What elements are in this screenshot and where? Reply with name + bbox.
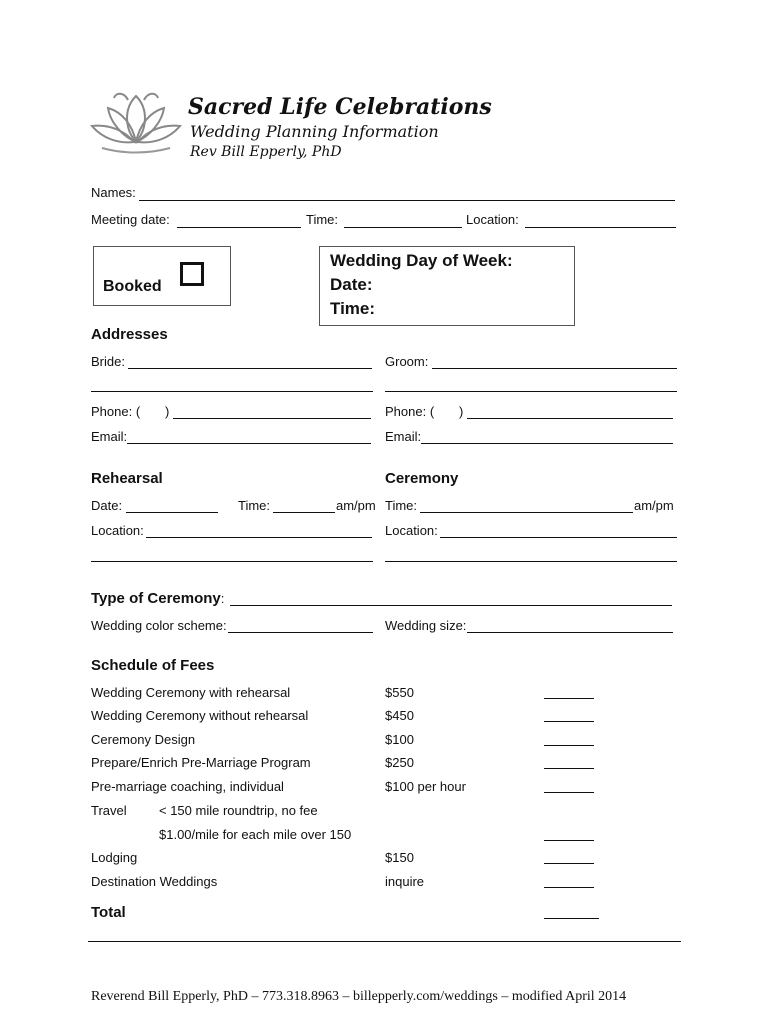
color-scheme-field[interactable] xyxy=(228,632,373,633)
rehearsal-time-field[interactable] xyxy=(273,512,335,513)
bride-email-field[interactable] xyxy=(127,443,371,444)
brand-title: Sacred Life Celebrations xyxy=(188,94,492,120)
rehearsal-location-line2[interactable] xyxy=(91,561,373,562)
wedding-time-label: Time: xyxy=(330,299,376,318)
fee-price: $550 xyxy=(385,685,414,700)
travel-line-1: < 150 mile roundtrip, no fee xyxy=(159,803,318,818)
ceremony-time-label: Time: xyxy=(385,498,418,513)
groom-phone-paren: ) xyxy=(459,404,464,419)
wedding-date-label: Date: xyxy=(330,275,373,294)
travel-line-2: $1.00/mile for each mile over 150 xyxy=(159,827,352,842)
fee-name: Wedding Ceremony with rehearsal xyxy=(91,685,291,700)
booked-checkbox[interactable] xyxy=(180,262,204,286)
bride-phone-paren: ) xyxy=(165,404,170,419)
bride-phone-label: Phone: ( xyxy=(91,404,141,419)
names-label: Names: xyxy=(91,185,136,200)
fee-name: Prepare/Enrich Pre-Marriage Program xyxy=(91,755,311,770)
rehearsal-date-field[interactable] xyxy=(126,512,218,513)
bride-phone-field[interactable] xyxy=(173,418,371,419)
addresses-heading: Addresses xyxy=(91,326,168,343)
meeting-time-field[interactable] xyxy=(344,227,462,228)
groom-phone-label: Phone: ( xyxy=(385,404,435,419)
fee-blank[interactable] xyxy=(544,721,594,722)
fees-heading: Schedule of Fees xyxy=(91,657,215,674)
fee-blank[interactable] xyxy=(544,863,594,864)
brand-subtitle: Wedding Planning Information xyxy=(190,122,439,141)
fee-price: $450 xyxy=(385,708,414,723)
lotus-icon xyxy=(88,86,184,156)
travel-label: Travel xyxy=(91,803,127,818)
ceremony-ampm: am/pm xyxy=(634,498,674,513)
meeting-date-field[interactable] xyxy=(177,227,301,228)
ceremony-location-line2[interactable] xyxy=(385,561,677,562)
rehearsal-date-label: Date: xyxy=(91,498,123,513)
groom-field[interactable] xyxy=(432,368,677,369)
rehearsal-heading: Rehearsal xyxy=(91,470,163,487)
bride-address-line[interactable] xyxy=(91,391,373,392)
groom-address-line[interactable] xyxy=(385,391,677,392)
ceremony-location-field[interactable] xyxy=(440,537,677,538)
rehearsal-ampm: am/pm xyxy=(336,498,376,513)
meeting-location-label: Location: xyxy=(466,212,519,227)
brand-author: Rev Bill Epperly, PhD xyxy=(190,144,342,160)
booked-label: Booked xyxy=(103,278,162,295)
lodging-price: $150 xyxy=(385,850,414,865)
fee-blank[interactable] xyxy=(544,745,594,746)
bride-label: Bride: xyxy=(91,354,125,369)
type-of-ceremony-field[interactable] xyxy=(230,605,672,606)
lodging-label: Lodging xyxy=(91,850,138,865)
bride-field[interactable] xyxy=(128,368,372,369)
rehearsal-time-label: Time: xyxy=(238,498,271,513)
footer-rule xyxy=(88,941,681,942)
type-colon: : xyxy=(220,591,225,606)
fee-price: $100 xyxy=(385,732,414,747)
names-field[interactable] xyxy=(139,200,675,201)
groom-email-label: Email: xyxy=(385,429,422,444)
destination-label: Destination Weddings xyxy=(91,874,218,889)
rehearsal-location-field[interactable] xyxy=(146,537,372,538)
color-scheme-label: Wedding color scheme: xyxy=(91,618,227,633)
type-of-ceremony-label: Type of Ceremony xyxy=(91,590,221,607)
fee-blank[interactable] xyxy=(544,887,594,888)
rehearsal-location-label: Location: xyxy=(91,523,144,538)
groom-phone-field[interactable] xyxy=(467,418,673,419)
fee-blank[interactable] xyxy=(544,840,594,841)
fee-blank[interactable] xyxy=(544,792,594,793)
fee-price: $250 xyxy=(385,755,414,770)
wedding-day-label: Wedding Day of Week: xyxy=(330,251,513,270)
fee-name: Ceremony Design xyxy=(91,732,196,747)
wedding-size-label: Wedding size: xyxy=(385,618,467,633)
fee-blank[interactable] xyxy=(544,768,594,769)
ceremony-time-field[interactable] xyxy=(420,512,633,513)
fee-blank[interactable] xyxy=(544,698,594,699)
groom-email-field[interactable] xyxy=(421,443,673,444)
meeting-date-label: Meeting date: xyxy=(91,212,170,227)
total-label: Total xyxy=(91,904,126,921)
ceremony-location-label: Location: xyxy=(385,523,438,538)
booked-box xyxy=(93,246,231,306)
bride-email-label: Email: xyxy=(91,429,128,444)
logo xyxy=(88,86,184,156)
meeting-location-field[interactable] xyxy=(525,227,676,228)
type-label-wrap xyxy=(91,590,224,608)
total-blank[interactable] xyxy=(544,918,599,919)
fee-price: $100 per hour xyxy=(385,779,466,794)
destination-price: inquire xyxy=(385,874,425,889)
ceremony-heading: Ceremony xyxy=(385,470,459,487)
wedding-size-field[interactable] xyxy=(467,632,673,633)
footer-text: Reverend Bill Epperly, PhD – 773.318.8963 – billepperly.com/weddings – modified April 2014 xyxy=(91,989,627,1004)
fee-name: Wedding Ceremony without rehearsal xyxy=(91,708,309,723)
fee-name: Pre-marriage coaching, individual xyxy=(91,779,284,794)
meeting-time-label: Time: xyxy=(306,212,339,227)
groom-label: Groom: xyxy=(385,354,429,369)
